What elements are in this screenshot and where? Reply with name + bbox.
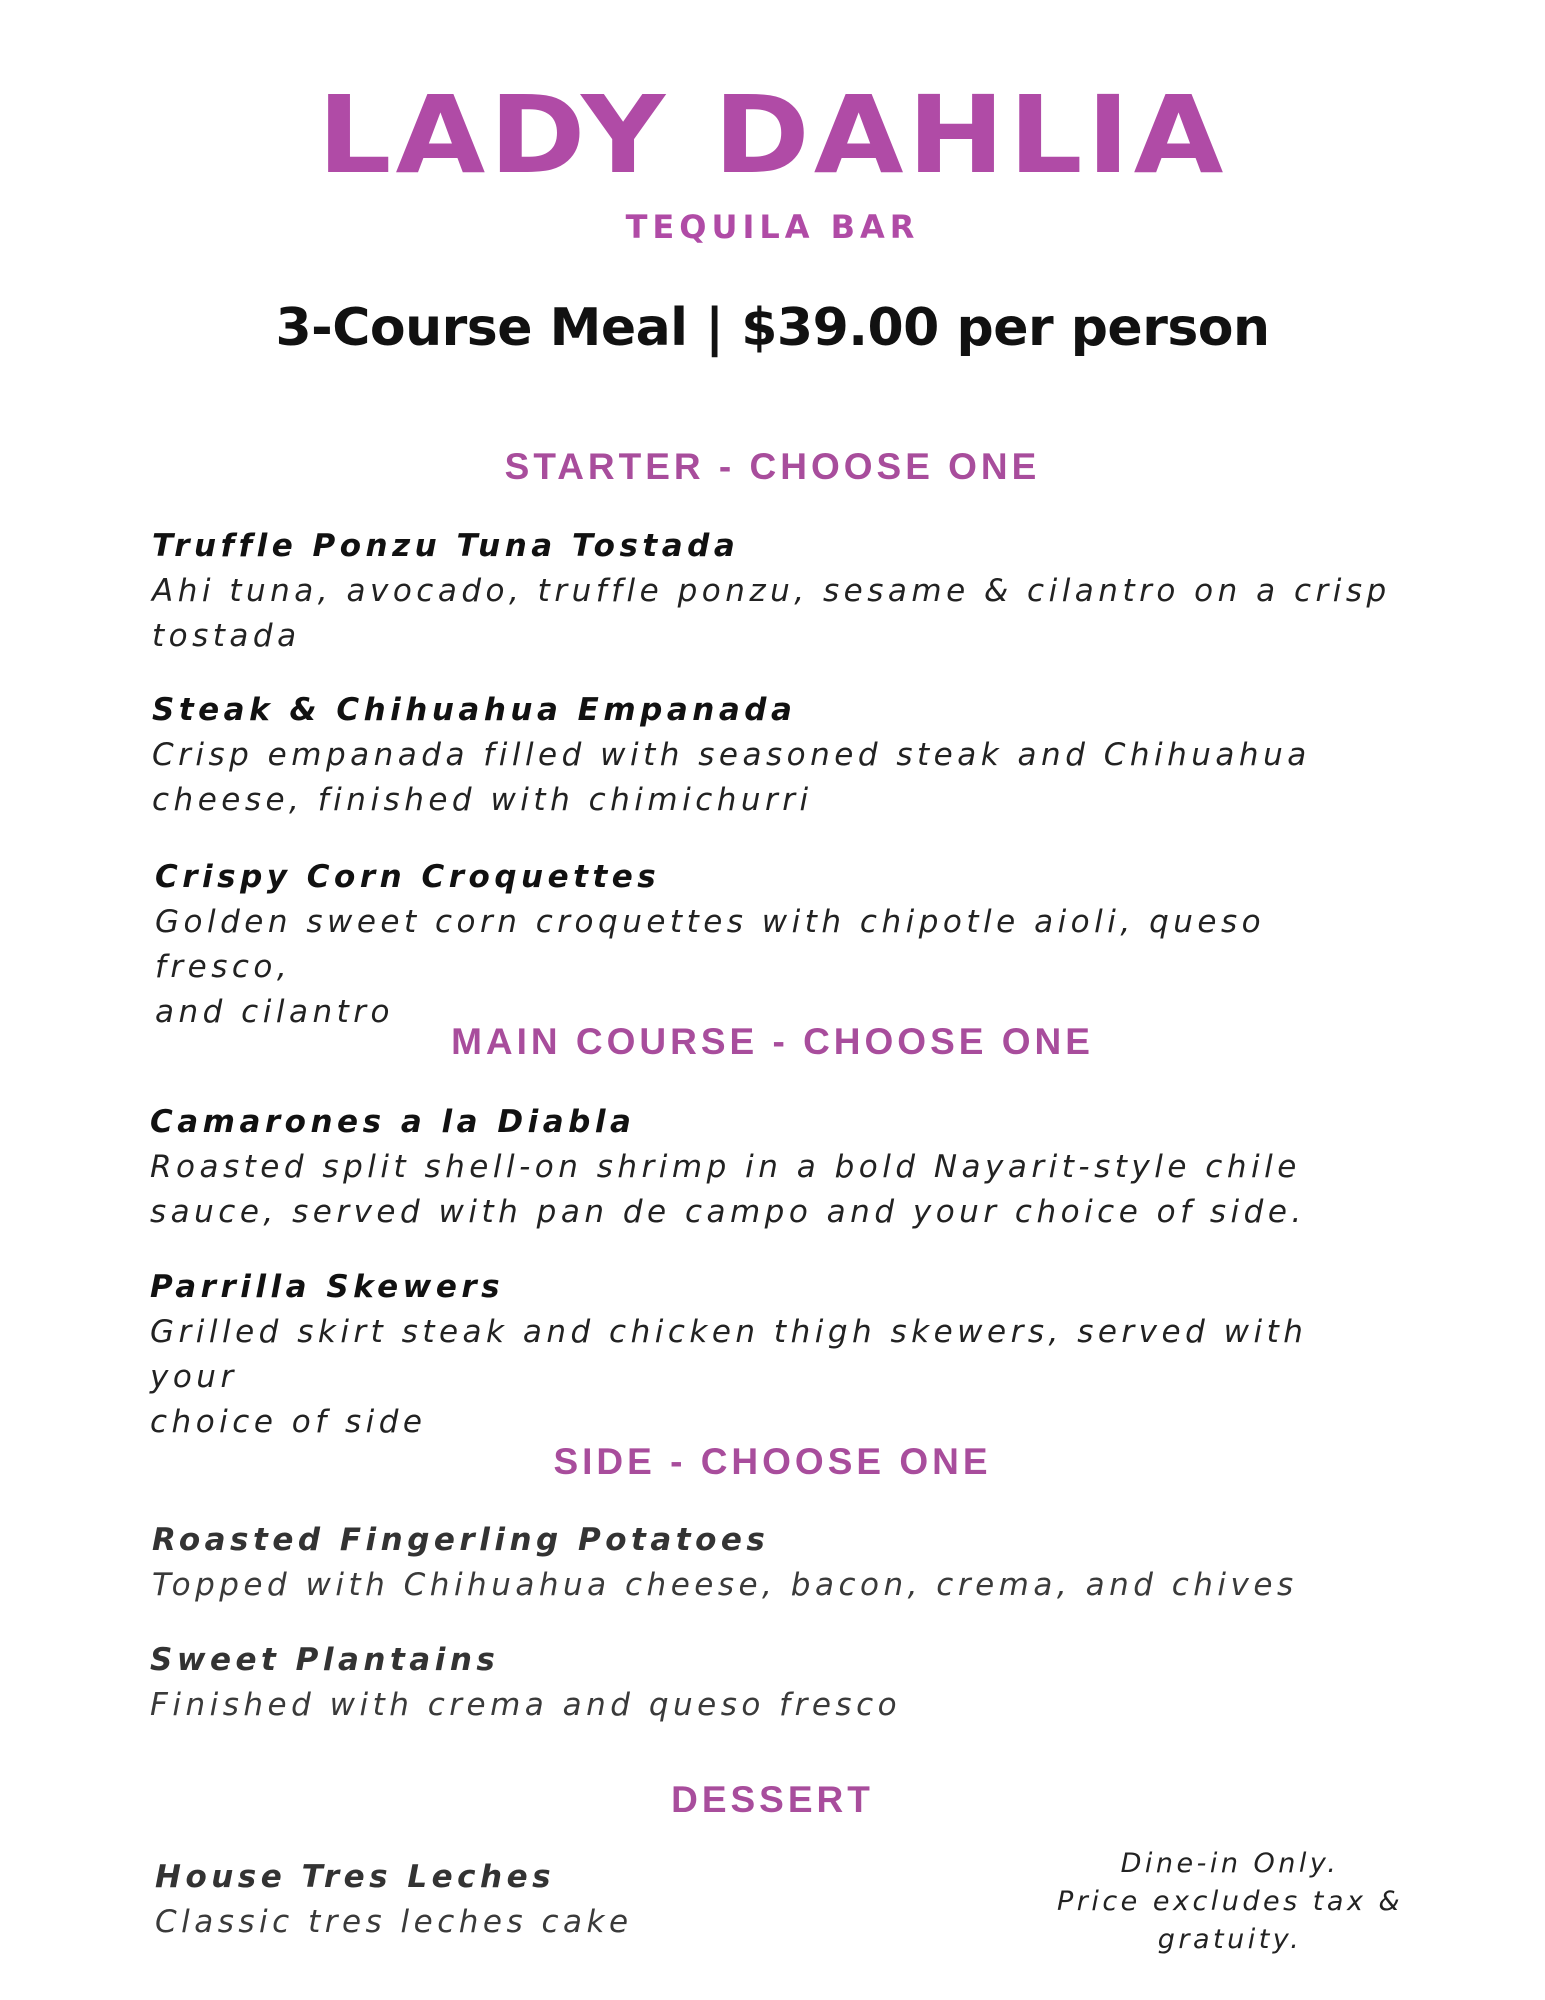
brand-subtitle: TEQUILA BAR xyxy=(625,208,920,246)
brand-name: LADY DAHLIA xyxy=(317,73,1228,198)
item-description: Topped with Chihuahua cheese, bacon, crema, and chives xyxy=(152,1567,1298,1603)
menu-item xyxy=(155,1855,755,1945)
menu-item xyxy=(150,1100,1400,1235)
item-description: Golden sweet corn croquettes with chipotle aioli, queso fresco, xyxy=(155,904,1266,985)
item-description: choice of side xyxy=(150,1404,427,1440)
item-description: Roasted split shell-on shrimp in a bold Nayarit-style chile xyxy=(150,1149,1301,1185)
item-description: Classic tres leches cake xyxy=(155,1904,633,1940)
section-title-starter: STARTER - CHOOSE ONE xyxy=(504,446,1041,487)
item-name: Truffle Ponzu Tuna Tostada xyxy=(152,528,740,564)
item-name: Roasted Fingerling Potatoes xyxy=(152,1522,770,1558)
item-description: Ahi tuna, avocado, truffle ponzu, sesame & cilantro on a crisp xyxy=(152,573,1391,609)
item-description: Grilled skirt steak and chicken thigh skewers, served with your xyxy=(150,1314,1308,1395)
meal-title: 3-Course Meal | $39.00 per person xyxy=(275,298,1270,358)
item-name: Sweet Plantains xyxy=(150,1642,500,1678)
item-name: Crispy Corn Croquettes xyxy=(155,859,661,895)
section-title-side: SIDE - CHOOSE ONE xyxy=(553,1441,992,1482)
item-name: Parrilla Skewers xyxy=(150,1269,505,1305)
section-title-dessert: DESSERT xyxy=(671,1779,874,1820)
section-title-main-course: MAIN COURSE - CHOOSE ONE xyxy=(451,1021,1094,1062)
item-description: cheese, finished with chimichurri xyxy=(152,782,813,818)
menu-item xyxy=(155,855,1405,1035)
menu-item xyxy=(150,1265,1400,1445)
item-description: Crisp empanada filled with seasoned steak and Chihuahua xyxy=(152,737,1311,773)
menu-item xyxy=(150,1638,1400,1728)
note-line: Dine-in Only. xyxy=(1120,1848,1340,1879)
dine-in-note xyxy=(980,1845,1480,1959)
item-name: House Tres Leches xyxy=(155,1859,556,1895)
item-description: Finished with crema and queso fresco xyxy=(150,1687,902,1723)
item-description: tostada xyxy=(152,618,301,654)
note-line: Price excludes tax & gratuity. xyxy=(1056,1886,1404,1955)
item-name: Camarones a la Diabla xyxy=(150,1104,636,1140)
item-description: sauce, served with pan de campo and your choice of side. xyxy=(150,1194,1306,1230)
item-name: Steak & Chihuahua Empanada xyxy=(152,692,797,728)
menu-item xyxy=(152,688,1402,823)
item-description: and cilantro xyxy=(155,994,394,1030)
menu-item xyxy=(152,1518,1402,1608)
menu-item xyxy=(152,524,1402,659)
